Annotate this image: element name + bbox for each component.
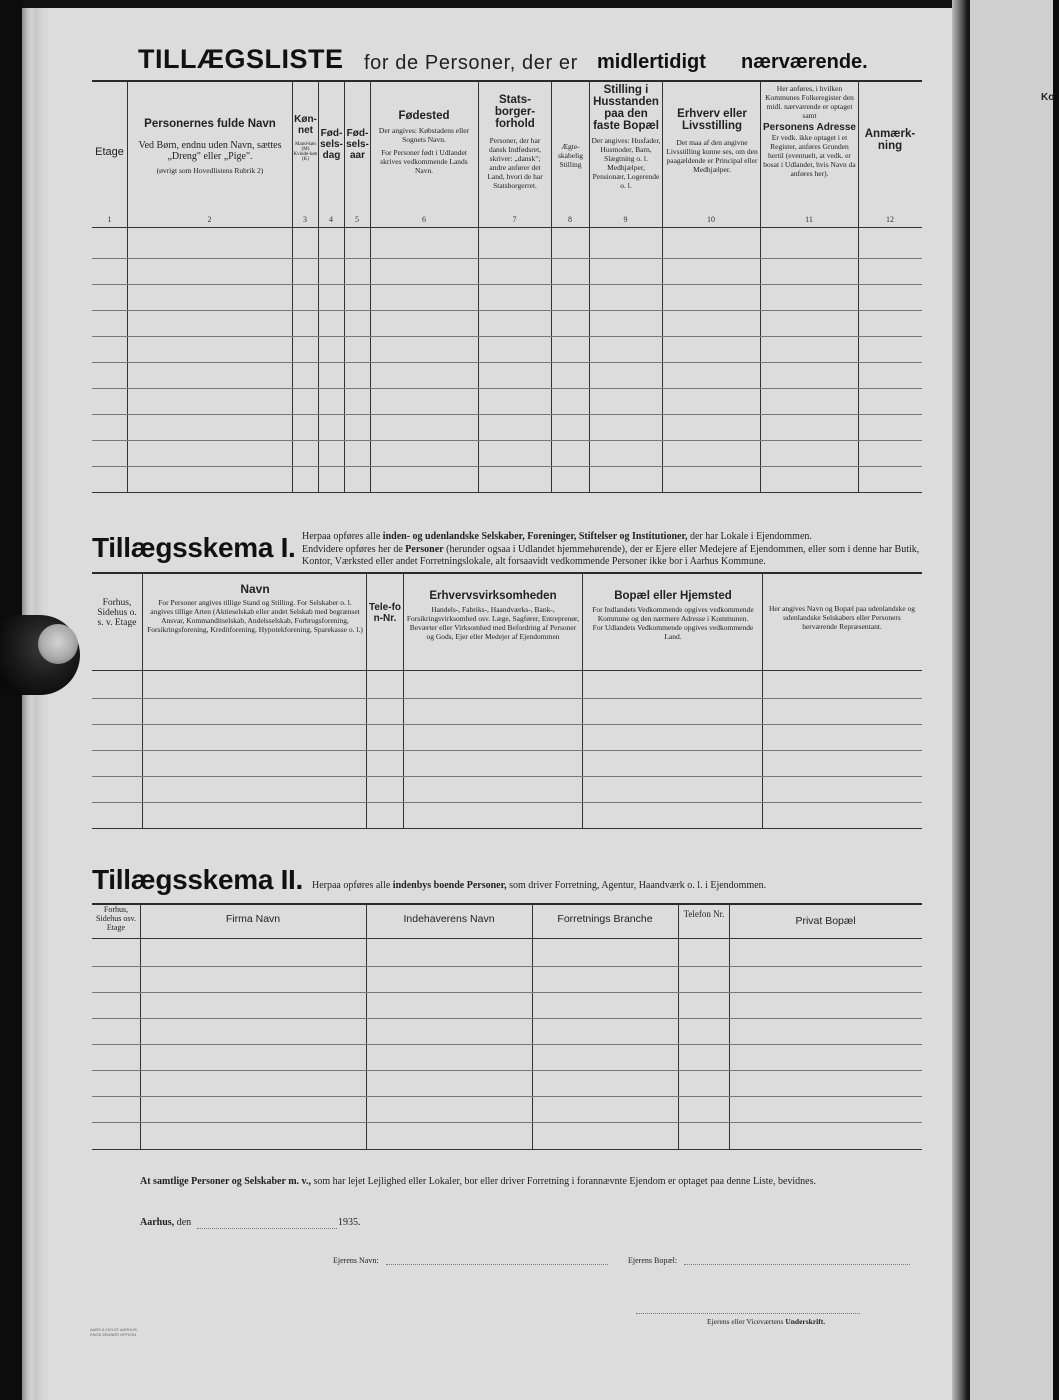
book-gutter [952,0,972,1400]
skema1-col-etage: Forhus, Sidehus o. s. v. Etage [97,598,137,628]
col-header-fodested: Fødested Der angives: Købstadens eller Sognets Navn. For Personer født i Udlandet skrives vedkommende Lands Navn. [378,110,470,175]
main-title-end: nærværende. [741,51,868,73]
owner-address-blank[interactable] [684,1264,910,1265]
col-header-anmaerkning: Anmærk-ning [864,128,916,152]
owner-address-label: Ejerens Bopæl: [628,1256,678,1265]
col-number: 12 [886,215,894,224]
skema1-intro: Herpaa opføres alle inden- og udenlandske Selskaber, Foreninger, Stiftelser og Institutioner, der har Lokale i Ejendommen. Endvidere opføres her de Personer (herunder ogsaa i Udlandet hjemmehørende), der er Ejere eller Medejere af Ejendommen, eller som i denne har Butik, Kontor, Værksted eller andet Forretningslokale, alt forsaavidt vedkommende Personer ikke bor i Aarhus Kommune. [302,531,920,567]
year: 1935. [338,1217,361,1228]
col-header-fodselsaar: Fød-sels-aar [346,128,369,161]
skema1-col-repraesentant: Her angives Navn og Bopæl paa udenlandske og udenlandske Selskabers eller Personers herværende Repræsentant. [768,604,915,631]
facing-page-text: Ko [1041,92,1055,103]
owner-name-blank[interactable] [386,1264,608,1265]
col-header-aegteskab: Ægte-skabelig Stilling [558,142,583,169]
col-number: 7 [512,215,517,224]
col-number: 10 [707,215,715,224]
col-number: 11 [805,215,813,224]
col-number: 1 [107,215,112,224]
col-header-adresse: Her anføres, i hvilken Kommunes Folkeregister den midl. nærværende er optaget samt Personens Adresse Er vedk. ikke optaget i et Register, anføres Grunden hertil (eventuelt, at vedk. er bosat i Udlandet, hvis Navn da anføres her). [762,84,856,178]
skema2-col-bopael: Privat Bopæl [795,915,856,927]
signature-blank[interactable] [636,1313,860,1314]
col-number: 9 [623,215,628,224]
skema1-col-telefon: Tele-fon-Nr. [368,602,402,624]
main-title: TILLÆGSLISTE [138,44,344,74]
table-bottom-rule [92,492,922,493]
skema2-col-firma: Firma Navn [225,913,281,925]
col-header-stilling: Stilling i Husstanden paa den faste Bopæl Der angives: Husfader, Husmoder, Barn, Slægtning o. l. Medhjælper, Pensionær, Logerende o. l. [591,84,661,190]
col-header-erhverv: Erhverv eller Livsstilling Det maa af den angivne Livsstilling kunne ses, om den paagældende er Principal eller Medhjælper. [666,108,758,174]
col-number: 5 [355,215,359,224]
col-number: 4 [329,215,333,224]
table-top-rule [92,80,922,82]
thumbnail [38,624,78,664]
skema2-col-branche: Forretnings Branche [557,913,653,925]
col-header-kon: Køn-net Mand-køn (M) Kvinde-køn (K) [293,114,318,162]
date-blank[interactable] [197,1228,337,1229]
skema1-col-navn: Navn For Personer angives tillige Stand og Stilling. For Selskaber o. l. angives tillige Arten (Aktieselskab eller andet Selskab med begrænset Ansvar, Kommanditselskab, Andelsselskab, Forbrugsforening, Forsikringsforening, Kreditforening, Hypotekforening, Sparekasse o. l.) [147,582,363,634]
main-title-bold: midlertidigt [597,51,706,73]
skema2-col-indehaver: Indehaverens Navn [403,913,495,925]
skema1-col-erhverv: Erhvervsvirksomheden Handels-, Fabriks-, Haandværks-, Bank-, Forsikringsvirksomhed osv. Læge, Sagfører, Entreprenør, Beværter eller Virksomhed med Befordring af Personer og Gods, Ejer eller Medejer af Ejendommen [406,590,580,641]
col-header-statsborger: Stats-borger-forhold Personer, der har dansk Indfødsret, skriver: „dansk"; andre anfører det Land, hvori de har Statsborgerret. [487,94,543,190]
skema2-col-telefon: Telefon Nr. [683,909,725,919]
page-stack-edge [22,8,50,1400]
col-number: 8 [568,215,572,224]
col-header-fodselsdag: Fød-sels-dag [320,128,343,161]
col-number: 2 [207,215,212,224]
skema2-col-etage: Forhus, Sidehus osv. Etage [96,905,136,932]
skema2-title: Tillægsskema II. [92,864,304,895]
col-header-navn: Personernes fulde Navn Ved Børn, endnu uden Navn, sættes „Dreng" eller „Pige". (øvrigt som Hovedlistens Rubrik 2) [138,118,282,175]
main-title-rest: for de Personer, der er [364,52,578,74]
skema1-col-bopael: Bopæl eller Hjemsted For Indlandets Vedkommende opgives vedkommende Kommune og den nærmere Adresse i Kommunen. For Udlandets Vedkommende opgives vedkommende Land. [592,590,754,641]
attestation-text: At samtlige Personer og Selskaber m. v., som har lejet Lejlighed eller Lokaler, bor eller driver Forretning i forannævnte Ejendom er optaget paa denne Liste, bevidnes. [140,1176,816,1187]
col-number: 6 [422,215,426,224]
owner-name-label: Ejerens Navn: [333,1256,379,1265]
place-date-line: Aarhus, den [140,1217,192,1228]
skema2-intro: Herpaa opføres alle indenbys boende Personer, som driver Forretning, Agentur, Haandværk o. l. i Ejendommen. [312,880,767,891]
facing-page [970,0,1059,1400]
scan-background [0,0,22,1400]
col-header-etage: Etage [95,146,124,158]
signature-label: Ejerens eller Viceværtens Underskrift. [707,1317,826,1326]
printer-imprint: AARS & HOLST AARHUS, ENOK ZEUNER OFFICIN [90,1327,138,1337]
col-number: 3 [303,215,307,224]
header-bottom-rule [92,227,922,228]
skema1-title: Tillægsskema I. [92,532,296,563]
